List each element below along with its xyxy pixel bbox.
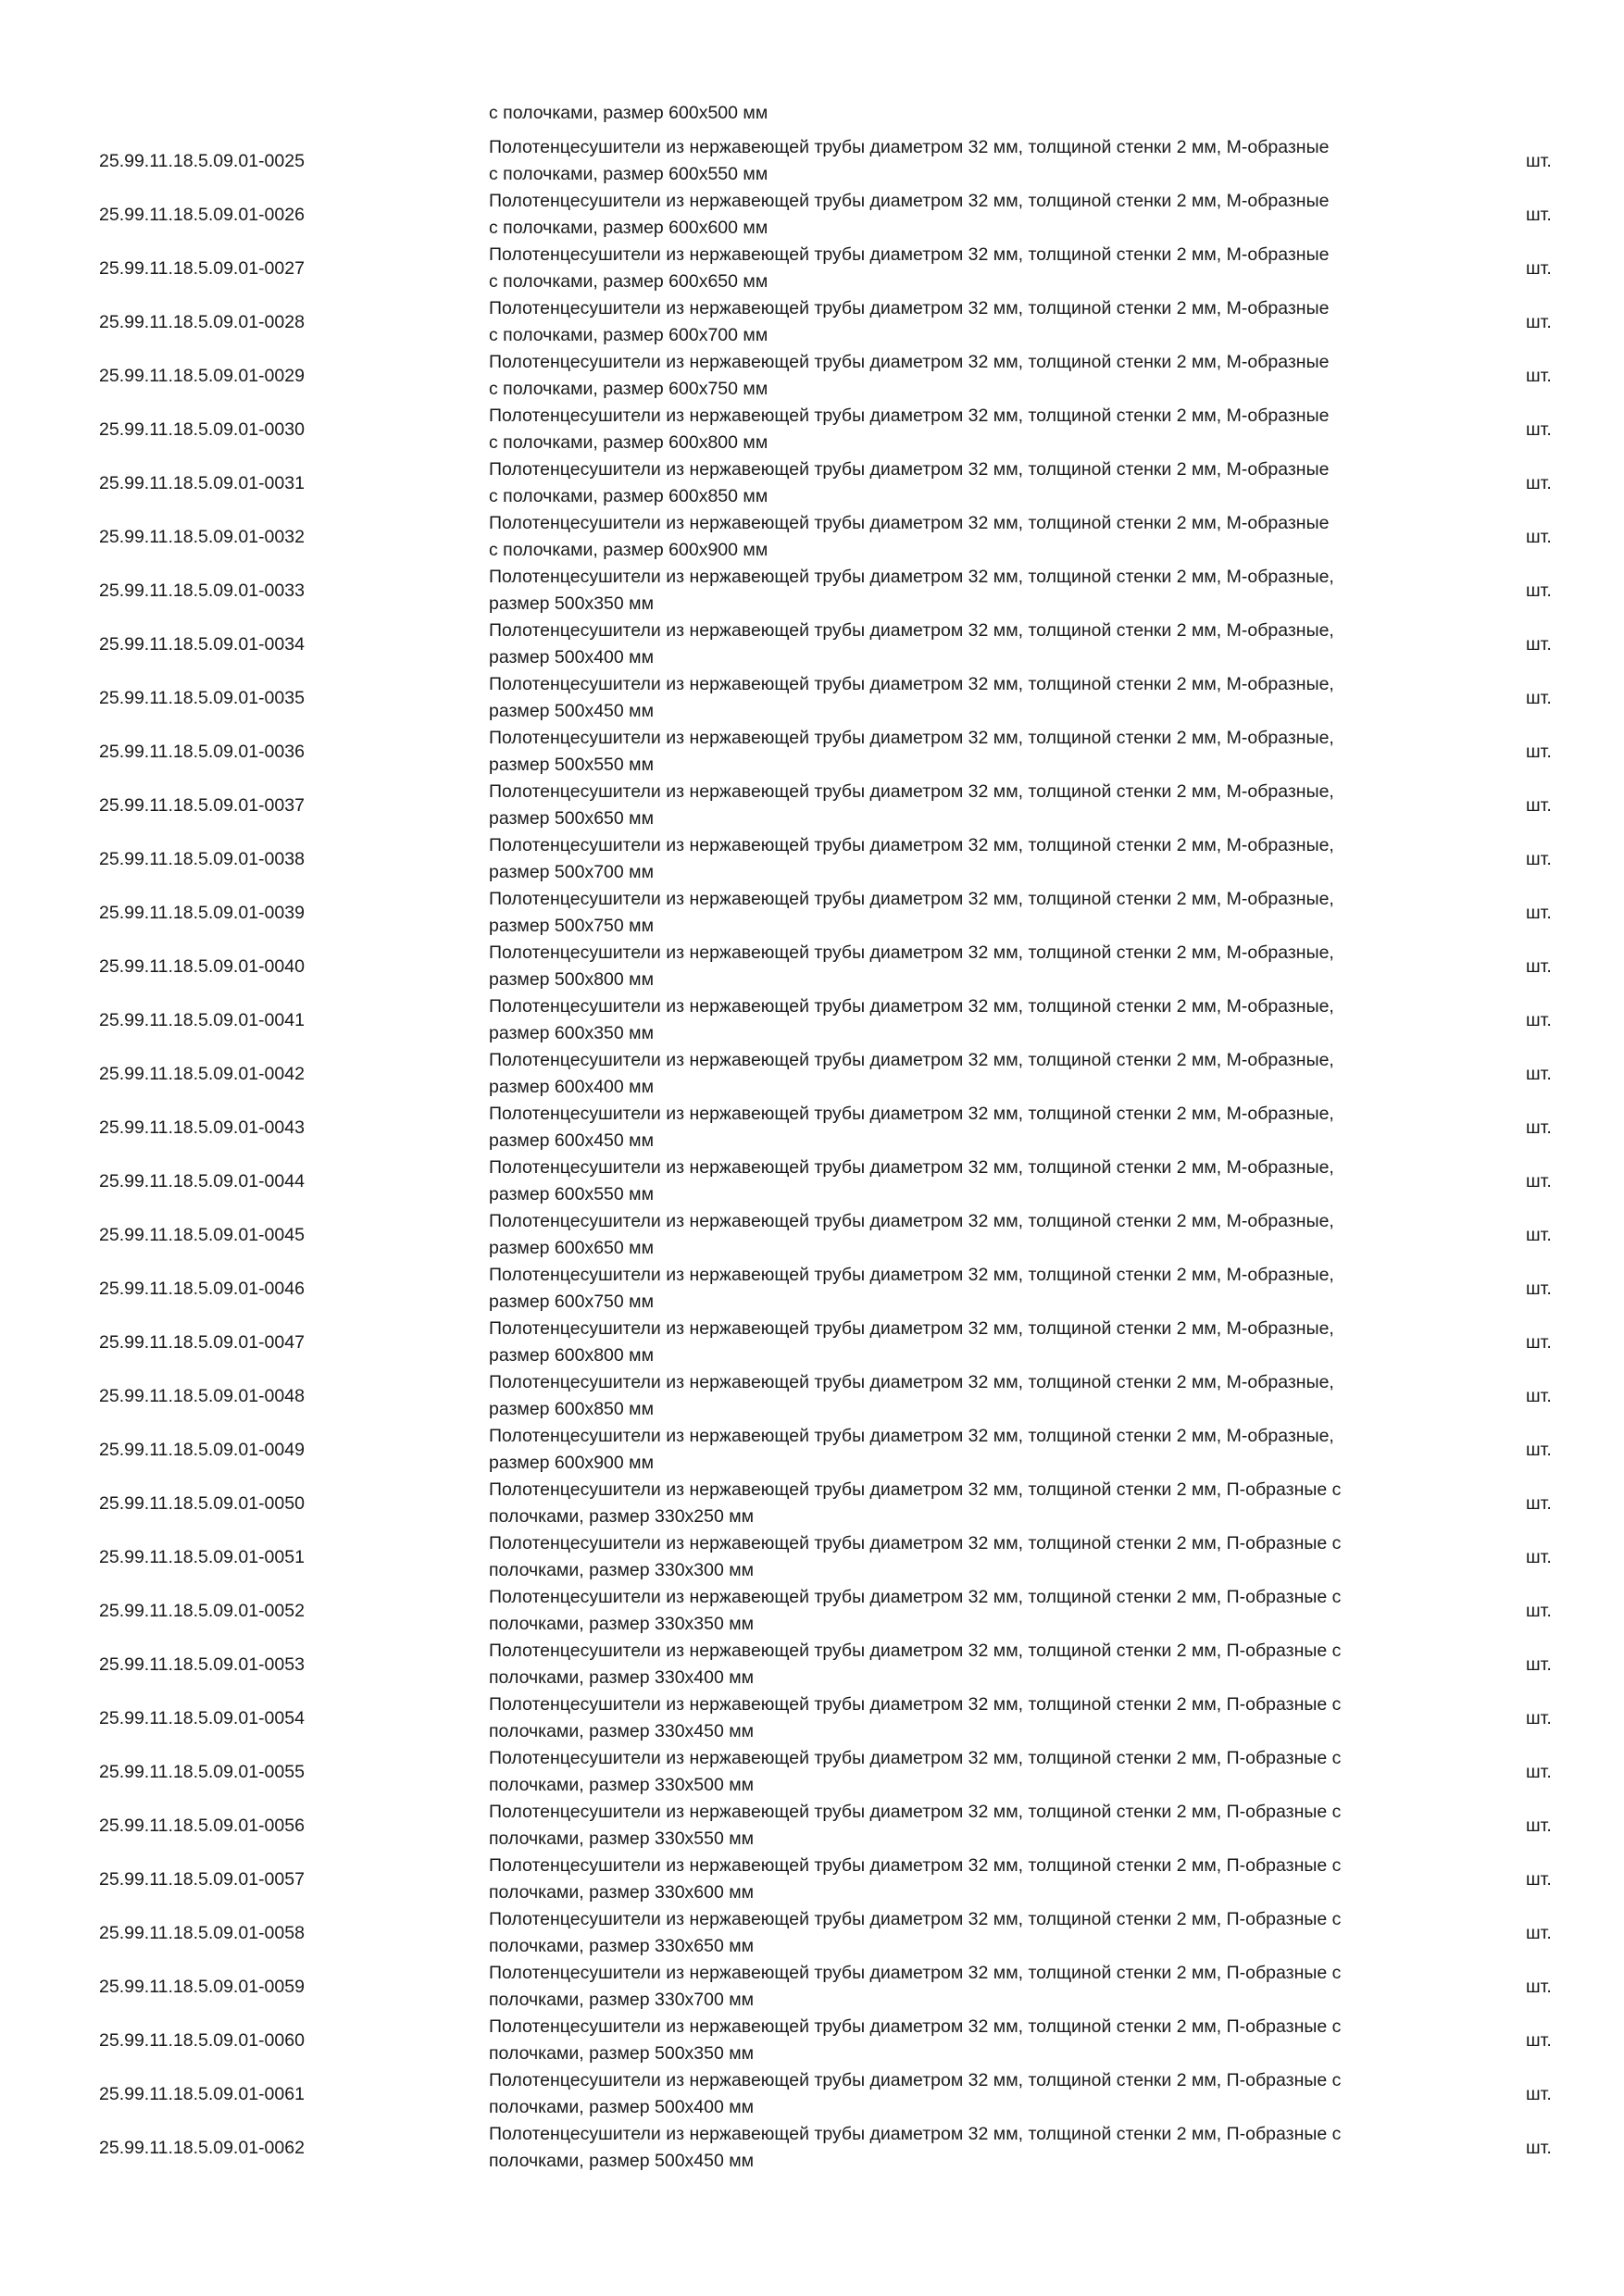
row-unit: шт. xyxy=(1526,1654,1552,1675)
row-description-line1: Полотенцесушители из нержавеющей трубы диаметром 32 мм, толщиной стенки 2 мм, М-образные, xyxy=(489,674,1334,694)
row-description-line1: Полотенцесушители из нержавеющей трубы диаметром 32 мм, толщиной стенки 2 мм, П-образные с xyxy=(489,1909,1342,1929)
row-description-line2: полочками, размер 500x400 мм xyxy=(489,2097,755,2117)
row-unit: шт. xyxy=(1526,1117,1552,1138)
row-code: 25.99.11.18.5.09.01-0056 xyxy=(99,1816,305,1836)
row-description-line1: Полотенцесушители из нержавеющей трубы диаметром 32 мм, толщиной стенки 2 мм, П-образные с xyxy=(489,2070,1342,2090)
row-description-line2: с полочками, размер 600x850 мм xyxy=(489,486,768,506)
row-code: 25.99.11.18.5.09.01-0048 xyxy=(99,1386,305,1406)
row-unit: шт. xyxy=(1526,527,1552,547)
row-description-line1: Полотенцесушители из нержавеющей трубы диаметром 32 мм, толщиной стенки 2 мм, П-образные с xyxy=(489,1855,1342,1876)
row-description-line1: Полотенцесушители из нержавеющей трубы диаметром 32 мм, толщиной стенки 2 мм, П-образные с xyxy=(489,1748,1342,1768)
row-code: 25.99.11.18.5.09.01-0050 xyxy=(99,1493,305,1514)
row-unit: шт. xyxy=(1526,849,1552,869)
row-description xyxy=(489,564,1452,618)
row-code: 25.99.11.18.5.09.01-0025 xyxy=(99,151,305,171)
row-description-line2: размер 500x700 мм xyxy=(489,862,654,882)
row-unit: шт. xyxy=(1526,688,1552,708)
table-row xyxy=(0,618,1624,671)
row-code: 25.99.11.18.5.09.01-0060 xyxy=(99,2030,305,2051)
continuation-text: с полочками, размер 600x500 мм xyxy=(489,103,768,123)
row-description-line2: полочками, размер 330x400 мм xyxy=(489,1667,755,1688)
row-unit: шт. xyxy=(1526,1440,1552,1460)
row-description xyxy=(489,1262,1452,1316)
row-description xyxy=(489,510,1452,564)
table-row xyxy=(0,295,1624,349)
row-code: 25.99.11.18.5.09.01-0035 xyxy=(99,688,305,708)
table-row xyxy=(0,2121,1624,2175)
row-description xyxy=(489,456,1452,510)
row-unit: шт. xyxy=(1526,1279,1552,1299)
row-description-line2: с полочками, размер 600x900 мм xyxy=(489,540,768,560)
row-code: 25.99.11.18.5.09.01-0053 xyxy=(99,1654,305,1675)
row-description-line1: Полотенцесушители из нержавеющей трубы диаметром 32 мм, толщиной стенки 2 мм, П-образные с xyxy=(489,1587,1342,1607)
row-description xyxy=(489,2014,1452,2067)
row-description-line1: Полотенцесушители из нержавеющей трубы диаметром 32 мм, толщиной стенки 2 мм, М-образные, xyxy=(489,1104,1334,1124)
row-description-line2: полочками, размер 330x600 мм xyxy=(489,1882,755,1903)
row-code: 25.99.11.18.5.09.01-0052 xyxy=(99,1601,305,1621)
table-row xyxy=(0,886,1624,940)
row-code: 25.99.11.18.5.09.01-0032 xyxy=(99,527,305,547)
row-description-line1: Полотенцесушители из нержавеющей трубы диаметром 32 мм, толщиной стенки 2 мм, М-образные, xyxy=(489,728,1334,748)
table-row xyxy=(0,1423,1624,1477)
row-unit: шт. xyxy=(1526,1816,1552,1836)
row-description-line2: размер 600x450 мм xyxy=(489,1130,654,1151)
row-description xyxy=(489,618,1452,671)
row-description-line2: с полочками, размер 600x700 мм xyxy=(489,325,768,345)
row-code: 25.99.11.18.5.09.01-0040 xyxy=(99,956,305,977)
row-unit: шт. xyxy=(1526,1869,1552,1890)
row-description-line2: размер 600x350 мм xyxy=(489,1023,654,1043)
row-unit: шт. xyxy=(1526,151,1552,171)
row-description-line1: Полотенцесушители из нержавеющей трубы диаметром 32 мм, толщиной стенки 2 мм, П-образные с xyxy=(489,2016,1342,2037)
row-unit: шт. xyxy=(1526,956,1552,977)
row-description xyxy=(489,1799,1452,1853)
row-description xyxy=(489,188,1452,242)
row-description xyxy=(489,886,1452,940)
row-description-line2: с полочками, размер 600x600 мм xyxy=(489,218,768,238)
row-unit: шт. xyxy=(1526,2030,1552,2051)
row-description xyxy=(489,134,1452,188)
row-description-line1: Полотенцесушители из нержавеющей трубы диаметром 32 мм, толщиной стенки 2 мм, П-образные с xyxy=(489,1694,1342,1715)
row-description xyxy=(489,1530,1452,1584)
table-row xyxy=(0,349,1624,403)
row-description-line2: размер 500x450 мм xyxy=(489,701,654,721)
row-description xyxy=(489,1316,1452,1369)
row-description-line2: полочками, размер 330x550 мм xyxy=(489,1828,755,1849)
row-description xyxy=(489,940,1452,993)
row-unit: шт. xyxy=(1526,1762,1552,1782)
row-description-line1: Полотенцесушители из нержавеющей трубы диаметром 32 мм, толщиной стенки 2 мм, М-образные, xyxy=(489,1050,1334,1070)
row-unit: шт. xyxy=(1526,1977,1552,1997)
row-description xyxy=(489,725,1452,779)
row-unit: шт. xyxy=(1526,419,1552,440)
row-code: 25.99.11.18.5.09.01-0059 xyxy=(99,1977,305,1997)
table-row xyxy=(0,134,1624,188)
row-unit: шт. xyxy=(1526,312,1552,332)
row-description xyxy=(489,2067,1452,2121)
row-description-line1: Полотенцесушители из нержавеющей трубы диаметром 32 мм, толщиной стенки 2 мм, М-образные xyxy=(489,244,1330,265)
row-code: 25.99.11.18.5.09.01-0031 xyxy=(99,473,305,493)
row-code: 25.99.11.18.5.09.01-0036 xyxy=(99,742,305,762)
table-row xyxy=(0,1853,1624,1906)
row-description-line2: размер 500x750 мм xyxy=(489,916,654,936)
table-row xyxy=(0,1906,1624,1960)
row-description-line2: с полочками, размер 600x650 мм xyxy=(489,271,768,292)
row-unit: шт. xyxy=(1526,903,1552,923)
row-unit: шт. xyxy=(1526,1332,1552,1353)
table-row xyxy=(0,510,1624,564)
row-description-line1: Полотенцесушители из нержавеющей трубы диаметром 32 мм, толщиной стенки 2 мм, М-образные, xyxy=(489,1426,1334,1446)
row-code: 25.99.11.18.5.09.01-0034 xyxy=(99,634,305,655)
row-description-line1: Полотенцесушители из нержавеющей трубы диаметром 32 мм, толщиной стенки 2 мм, П-образные с xyxy=(489,2124,1342,2144)
row-unit: шт. xyxy=(1526,742,1552,762)
table-row xyxy=(0,671,1624,725)
row-description-line2: полочками, размер 330x250 мм xyxy=(489,1506,755,1527)
row-description-line2: полочками, размер 330x650 мм xyxy=(489,1936,755,1956)
row-description-line1: Полотенцесушители из нержавеющей трубы диаметром 32 мм, толщиной стенки 2 мм, М-образные xyxy=(489,513,1330,533)
row-description-line2: размер 600x900 мм xyxy=(489,1453,654,1473)
row-code: 25.99.11.18.5.09.01-0037 xyxy=(99,795,305,816)
row-description xyxy=(489,349,1452,403)
row-unit: шт. xyxy=(1526,258,1552,279)
row-description-line1: Полотенцесушители из нержавеющей трубы диаметром 32 мм, толщиной стенки 2 мм, М-образные, xyxy=(489,567,1334,587)
row-description-line2: с полочками, размер 600x800 мм xyxy=(489,432,768,453)
row-description-line2: размер 600x550 мм xyxy=(489,1184,654,1204)
row-description xyxy=(489,242,1452,295)
table-row xyxy=(0,1369,1624,1423)
row-description-line1: Полотенцесушители из нержавеющей трубы диаметром 32 мм, толщиной стенки 2 мм, П-образные с xyxy=(489,1533,1342,1554)
table-row xyxy=(0,2067,1624,2121)
row-description-line1: Полотенцесушители из нержавеющей трубы диаметром 32 мм, толщиной стенки 2 мм, М-образные, xyxy=(489,781,1334,802)
row-code: 25.99.11.18.5.09.01-0042 xyxy=(99,1064,305,1084)
table-row xyxy=(0,1047,1624,1101)
row-unit: шт. xyxy=(1526,1386,1552,1406)
row-code: 25.99.11.18.5.09.01-0049 xyxy=(99,1440,305,1460)
row-description xyxy=(489,1208,1452,1262)
row-description-line1: Полотенцесушители из нержавеющей трубы диаметром 32 мм, толщиной стенки 2 мм, П-образные с xyxy=(489,1802,1342,1822)
table-row xyxy=(0,725,1624,779)
row-unit: шт. xyxy=(1526,1171,1552,1192)
row-description-line1: Полотенцесушители из нержавеющей трубы диаметром 32 мм, толщиной стенки 2 мм, М-образные, xyxy=(489,1318,1334,1339)
row-description-line2: размер 500x350 мм xyxy=(489,593,654,614)
table-row xyxy=(0,1208,1624,1262)
table-row xyxy=(0,1799,1624,1853)
row-description-line2: размер 500x650 мм xyxy=(489,808,654,829)
row-description xyxy=(489,295,1452,349)
row-code: 25.99.11.18.5.09.01-0041 xyxy=(99,1010,305,1030)
row-description-line2: полочками, размер 330x700 мм xyxy=(489,1990,755,2010)
table-row xyxy=(0,1584,1624,1638)
row-code: 25.99.11.18.5.09.01-0039 xyxy=(99,903,305,923)
row-description-line2: размер 500x400 мм xyxy=(489,647,654,668)
row-code: 25.99.11.18.5.09.01-0043 xyxy=(99,1117,305,1138)
table-row xyxy=(0,403,1624,456)
row-code: 25.99.11.18.5.09.01-0027 xyxy=(99,258,305,279)
row-description xyxy=(489,1369,1452,1423)
row-description-line1: Полотенцесушители из нержавеющей трубы диаметром 32 мм, толщиной стенки 2 мм, М-образные xyxy=(489,191,1330,211)
table-row xyxy=(0,1691,1624,1745)
row-description-line2: полочками, размер 330x300 мм xyxy=(489,1560,755,1580)
row-code: 25.99.11.18.5.09.01-0026 xyxy=(99,205,305,225)
row-description xyxy=(489,993,1452,1047)
row-code: 25.99.11.18.5.09.01-0044 xyxy=(99,1171,305,1192)
row-description xyxy=(489,1154,1452,1208)
row-unit: шт. xyxy=(1526,1923,1552,1943)
row-code: 25.99.11.18.5.09.01-0033 xyxy=(99,580,305,601)
row-description xyxy=(489,1853,1452,1906)
row-description xyxy=(489,779,1452,832)
table-row xyxy=(0,1530,1624,1584)
row-description xyxy=(489,1691,1452,1745)
table-row xyxy=(0,1745,1624,1799)
row-description-line2: полочками, размер 330x500 мм xyxy=(489,1775,755,1795)
row-description xyxy=(489,1960,1452,2014)
row-code: 25.99.11.18.5.09.01-0029 xyxy=(99,366,305,386)
row-unit: шт. xyxy=(1526,473,1552,493)
row-description xyxy=(489,1101,1452,1154)
table-row xyxy=(0,1477,1624,1530)
row-description-line1: Полотенцесушители из нержавеющей трубы диаметром 32 мм, толщиной стенки 2 мм, П-образные с xyxy=(489,1963,1342,1983)
row-description xyxy=(489,1047,1452,1101)
row-code: 25.99.11.18.5.09.01-0028 xyxy=(99,312,305,332)
row-description-line1: Полотенцесушители из нержавеющей трубы диаметром 32 мм, толщиной стенки 2 мм, М-образные, xyxy=(489,835,1334,855)
row-code: 25.99.11.18.5.09.01-0046 xyxy=(99,1279,305,1299)
row-unit: шт. xyxy=(1526,580,1552,601)
row-description-line1: Полотенцесушители из нержавеющей трубы диаметром 32 мм, толщиной стенки 2 мм, М-образные, xyxy=(489,620,1334,641)
row-description xyxy=(489,1906,1452,1960)
row-code: 25.99.11.18.5.09.01-0051 xyxy=(99,1547,305,1567)
row-description-line2: с полочками, размер 600x750 мм xyxy=(489,379,768,399)
row-unit: шт. xyxy=(1526,1708,1552,1728)
row-description xyxy=(489,832,1452,886)
row-description-line2: с полочками, размер 600x550 мм xyxy=(489,164,768,184)
row-description-line1: Полотенцесушители из нержавеющей трубы диаметром 32 мм, толщиной стенки 2 мм, М-образные, xyxy=(489,1265,1334,1285)
table-row xyxy=(0,940,1624,993)
row-description-line2: размер 500x800 мм xyxy=(489,969,654,990)
row-unit: шт. xyxy=(1526,1010,1552,1030)
row-description-line1: Полотенцесушители из нержавеющей трубы диаметром 32 мм, толщиной стенки 2 мм, М-образные xyxy=(489,459,1330,480)
row-description xyxy=(489,2121,1452,2175)
row-description-line2: размер 600x400 мм xyxy=(489,1077,654,1097)
table-row xyxy=(0,188,1624,242)
row-unit: шт. xyxy=(1526,1601,1552,1621)
row-unit: шт. xyxy=(1526,2084,1552,2104)
table-row xyxy=(0,242,1624,295)
row-code: 25.99.11.18.5.09.01-0038 xyxy=(99,849,305,869)
row-description-line1: Полотенцесушители из нержавеющей трубы диаметром 32 мм, толщиной стенки 2 мм, М-образные, xyxy=(489,1157,1334,1178)
row-description-line2: размер 500x550 мм xyxy=(489,755,654,775)
row-description-line2: полочками, размер 500x450 мм xyxy=(489,2151,755,2171)
row-code: 25.99.11.18.5.09.01-0047 xyxy=(99,1332,305,1353)
row-description-line1: Полотенцесушители из нержавеющей трубы диаметром 32 мм, толщиной стенки 2 мм, М-образные, xyxy=(489,1211,1334,1231)
row-description xyxy=(489,671,1452,725)
row-unit: шт. xyxy=(1526,1547,1552,1567)
row-unit: шт. xyxy=(1526,1225,1552,1245)
row-code: 25.99.11.18.5.09.01-0055 xyxy=(99,1762,305,1782)
row-description-line1: Полотенцесушители из нержавеющей трубы диаметром 32 мм, толщиной стенки 2 мм, П-образные с xyxy=(489,1641,1342,1661)
row-description-line1: Полотенцесушители из нержавеющей трубы диаметром 32 мм, толщиной стенки 2 мм, М-образные xyxy=(489,352,1330,372)
row-unit: шт. xyxy=(1526,634,1552,655)
table-row xyxy=(0,1262,1624,1316)
row-description-line2: полочками, размер 330x350 мм xyxy=(489,1614,755,1634)
row-code: 25.99.11.18.5.09.01-0030 xyxy=(99,419,305,440)
row-code: 25.99.11.18.5.09.01-0061 xyxy=(99,2084,305,2104)
row-description-line2: полочками, размер 330x450 мм xyxy=(489,1721,755,1741)
row-description xyxy=(489,1423,1452,1477)
table-row xyxy=(0,1101,1624,1154)
row-description-line1: Полотенцесушители из нержавеющей трубы диаметром 32 мм, толщиной стенки 2 мм, М-образные xyxy=(489,137,1330,157)
row-description-line2: полочками, размер 500x350 мм xyxy=(489,2043,755,2064)
row-description-line1: Полотенцесушители из нержавеющей трубы диаметром 32 мм, толщиной стенки 2 мм, М-образные xyxy=(489,298,1330,318)
row-description xyxy=(489,1638,1452,1691)
row-description-line1: Полотенцесушители из нержавеющей трубы диаметром 32 мм, толщиной стенки 2 мм, М-образные, xyxy=(489,1372,1334,1392)
row-code: 25.99.11.18.5.09.01-0062 xyxy=(99,2138,305,2158)
row-unit: шт. xyxy=(1526,1493,1552,1514)
row-description-line1: Полотенцесушители из нержавеющей трубы диаметром 32 мм, толщиной стенки 2 мм, М-образные, xyxy=(489,996,1334,1017)
table-row xyxy=(0,2014,1624,2067)
row-description xyxy=(489,403,1452,456)
row-code: 25.99.11.18.5.09.01-0057 xyxy=(99,1869,305,1890)
row-unit: шт. xyxy=(1526,2138,1552,2158)
row-code: 25.99.11.18.5.09.01-0045 xyxy=(99,1225,305,1245)
row-unit: шт. xyxy=(1526,366,1552,386)
table-row xyxy=(0,1638,1624,1691)
row-unit: шт. xyxy=(1526,205,1552,225)
row-description-line1: Полотенцесушители из нержавеющей трубы диаметром 32 мм, толщиной стенки 2 мм, М-образные, xyxy=(489,942,1334,963)
table-row xyxy=(0,564,1624,618)
row-description-line1: Полотенцесушители из нержавеющей трубы диаметром 32 мм, толщиной стенки 2 мм, М-образные, xyxy=(489,889,1334,909)
table-row xyxy=(0,1154,1624,1208)
row-description xyxy=(489,1584,1452,1638)
row-unit: шт. xyxy=(1526,1064,1552,1084)
row-code: 25.99.11.18.5.09.01-0058 xyxy=(99,1923,305,1943)
table-body xyxy=(0,134,1624,2175)
row-description-line2: размер 600x650 мм xyxy=(489,1238,654,1258)
table-row xyxy=(0,993,1624,1047)
row-description-line1: Полотенцесушители из нержавеющей трубы диаметром 32 мм, толщиной стенки 2 мм, П-образные с xyxy=(489,1479,1342,1500)
row-unit: шт. xyxy=(1526,795,1552,816)
row-description xyxy=(489,1745,1452,1799)
row-description xyxy=(489,1477,1452,1530)
table-row xyxy=(0,779,1624,832)
row-description-line2: размер 600x800 мм xyxy=(489,1345,654,1366)
table-row xyxy=(0,1316,1624,1369)
table-row xyxy=(0,832,1624,886)
row-description-line1: Полотенцесушители из нержавеющей трубы диаметром 32 мм, толщиной стенки 2 мм, М-образные xyxy=(489,406,1330,426)
row-description-line2: размер 600x750 мм xyxy=(489,1292,654,1312)
row-description-line2: размер 600x850 мм xyxy=(489,1399,654,1419)
table-row xyxy=(0,1960,1624,2014)
table-row xyxy=(0,456,1624,510)
row-code: 25.99.11.18.5.09.01-0054 xyxy=(99,1708,305,1728)
